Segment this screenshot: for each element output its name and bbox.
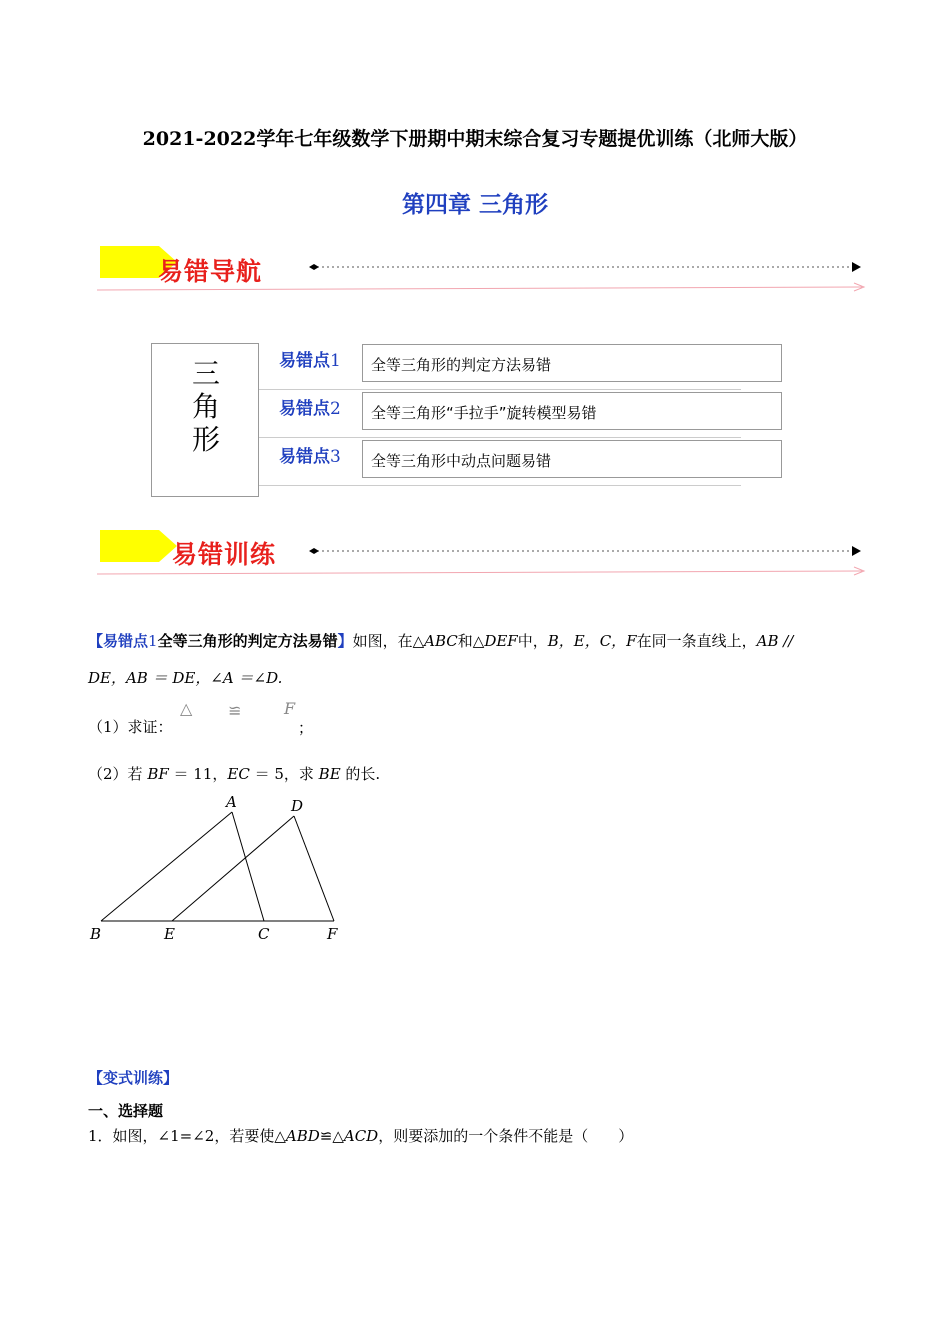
arrow-right-icon (852, 546, 861, 556)
point-box-3: 全等三角形中动点问题易错 (362, 440, 782, 478)
topic-box (151, 343, 259, 497)
point-label-1 (279, 346, 341, 371)
point-label-c: C (258, 925, 270, 943)
math-var: EC (227, 765, 250, 783)
problem1-line1 (88, 630, 793, 651)
problem1-line2: DE，AB ＝ DE，∠A ＝∠D. (88, 669, 283, 687)
text-run: 在同一条直线上， (636, 632, 757, 650)
part1-symbol-f: F (284, 699, 296, 718)
point-label-num: 3 (330, 447, 341, 467)
math-var: BF (147, 765, 169, 783)
part1-symbol-triangle: △ (180, 699, 193, 718)
line-ac (232, 812, 264, 921)
document-title: 2021-2022学年七年级数学下册期中期末综合复习专题提优训练（北师大版） (142, 128, 808, 150)
section-heading: 一、选择题 (88, 1102, 164, 1120)
text-run: ＝ 11， (168, 765, 228, 783)
point-label-num: 1 (330, 351, 341, 371)
text-run: 1．如图，∠1=∠2，若要使 (88, 1127, 275, 1145)
bracket-open: 【 (88, 632, 104, 650)
point-label-f: F (327, 925, 338, 943)
training-banner-title: 易错训练 (172, 540, 277, 569)
navigation-banner-title: 易错导航 (158, 257, 263, 286)
math-triangle: △DEF (472, 632, 518, 650)
line-ba (101, 812, 232, 921)
problem1-part1-label: （1）求证： (88, 718, 173, 736)
text-run: 的长. (340, 765, 381, 783)
diamond-icon (309, 548, 319, 554)
line-df (294, 816, 334, 921)
text-run: ，则要添加的一个条件不能是（ ） (378, 1127, 634, 1145)
text-run: 和 (457, 632, 473, 650)
math-triangle: ACD (343, 1127, 379, 1145)
variant-heading: 【变式训练】 (88, 1069, 179, 1087)
diamond-icon (309, 264, 319, 270)
math-triangle: △ABD (274, 1127, 320, 1145)
point-label-3 (279, 442, 341, 467)
math-points: B，E，C，F (547, 632, 637, 650)
point-divider (259, 485, 741, 486)
point-label-text: 易错点 (279, 447, 330, 467)
text-run: 如图，在 (352, 632, 413, 650)
triangle-figure (86, 790, 356, 950)
problem1-title: 全等三角形的判定方法易错 (157, 632, 338, 650)
point-box-2: 全等三角形“手拉手”旋转模型易错 (362, 392, 782, 430)
problem1-label: 易错点 (103, 632, 149, 650)
chapter-title: 第四章 三角形 (401, 192, 548, 218)
banner-underline (97, 571, 862, 574)
math-var: BE (318, 765, 341, 783)
text-run: ≌△ (319, 1127, 344, 1145)
topic-char-2: 角 (191, 390, 220, 423)
bracket-close: 】 (337, 632, 353, 650)
text-run: （2）若 (88, 765, 148, 783)
point-divider (259, 437, 741, 438)
point-label-text: 易错点 (279, 351, 330, 371)
math-triangle: △ABC (412, 632, 458, 650)
line-ed (172, 816, 294, 921)
text-run: ＝ 5，求 (249, 765, 319, 783)
point-label-d: D (291, 797, 304, 815)
problem1-part2 (88, 763, 380, 784)
point-label-a: A (226, 793, 237, 811)
arrow-right-icon (852, 262, 861, 272)
banner-tag-shape (100, 530, 177, 562)
math-parallel: AB // (756, 632, 794, 650)
topic-char-3: 形 (191, 423, 220, 456)
part1-symbol-congruent: ≌ (228, 701, 242, 720)
question-1 (88, 1125, 633, 1146)
point-label-b: B (90, 925, 102, 943)
topic-char-1: 三 (191, 357, 220, 390)
point-label-num: 2 (330, 399, 341, 419)
point-label-e: E (164, 925, 175, 943)
point-divider (259, 389, 741, 390)
part1-semicolon: ； (298, 719, 314, 737)
text-run: 中， (517, 632, 548, 650)
point-label-2 (279, 394, 341, 419)
point-label-text: 易错点 (279, 399, 330, 419)
point-box-1: 全等三角形的判定方法易错 (362, 344, 782, 382)
problem1-num: 1 (148, 632, 158, 650)
